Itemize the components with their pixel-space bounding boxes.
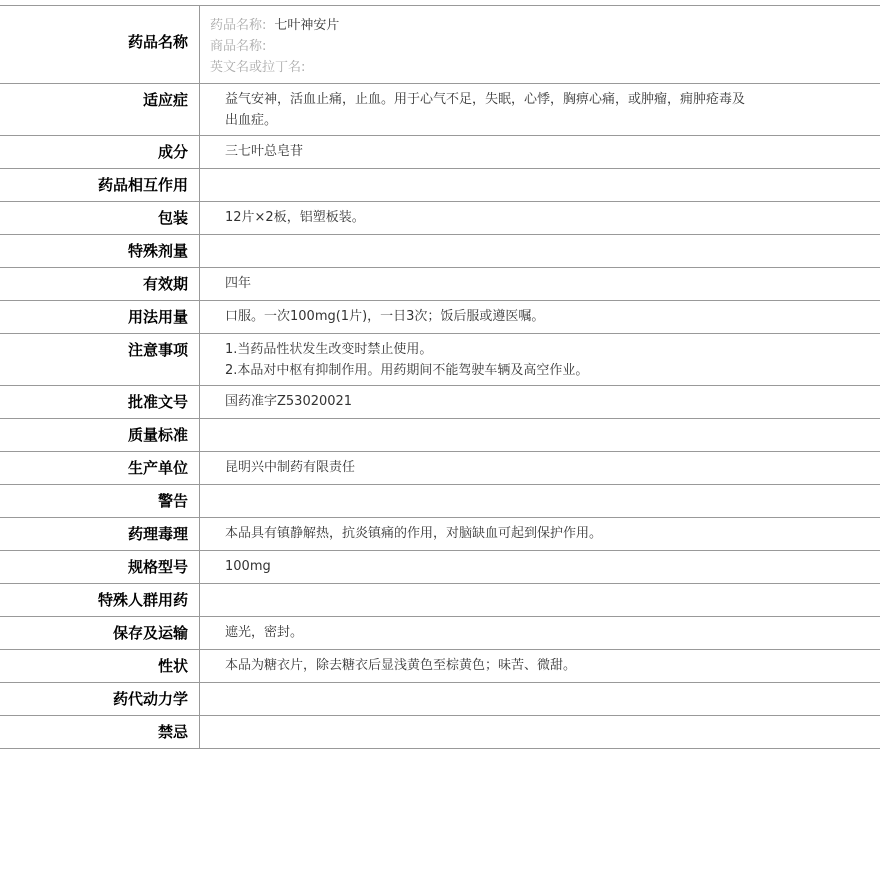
english-name-key: 英文名或拉丁名: xyxy=(210,60,306,75)
row-value-line: 本品具有镇静解热，抗炎镇痛的作用，对脑缺血可起到保护作用。 xyxy=(225,526,603,541)
row-label: 药品相互作用 xyxy=(0,169,200,201)
table-row xyxy=(0,584,880,617)
row-value-line: 口服。一次100mg(1片)，一日3次；饭后服或遵医嘱。 xyxy=(225,309,545,324)
drug-name-value: 七叶神安片 xyxy=(274,18,340,33)
row-value xyxy=(200,235,880,267)
row-value-line: 益气安神，活血止痛，止血。用于心气不足，失眠，心悸，胸痹心痛，或肿瘤，痈肿疮毒及 xyxy=(225,92,746,107)
table-row xyxy=(0,386,880,419)
table-row xyxy=(0,650,880,683)
drug-name-row xyxy=(0,6,880,84)
row-label: 成分 xyxy=(0,136,200,168)
row-value-line: 昆明兴中制药有限责任 xyxy=(225,460,356,475)
row-value xyxy=(200,485,880,517)
row-value-line: 出血症。 xyxy=(225,113,278,128)
row-value-line: 2.本品对中枢有抑制作用。用药期间不能驾驶车辆及高空作业。 xyxy=(225,363,589,378)
drug-name-label: 药品名称 xyxy=(0,6,200,83)
table-row xyxy=(0,617,880,650)
row-value xyxy=(200,518,880,550)
row-value xyxy=(200,650,880,682)
table-row xyxy=(0,235,880,268)
row-value xyxy=(200,84,880,135)
row-value xyxy=(200,268,880,300)
row-label: 特殊剂量 xyxy=(0,235,200,267)
table-row xyxy=(0,716,880,749)
row-value-line: 本品为糖衣片，除去糖衣后显浅黄色至棕黄色；味苦、微甜。 xyxy=(225,658,577,673)
table-row xyxy=(0,301,880,334)
table-row xyxy=(0,169,880,202)
trade-name-line xyxy=(210,36,800,57)
trade-name-key: 商品名称: xyxy=(210,39,267,54)
row-label: 生产单位 xyxy=(0,452,200,484)
table-row xyxy=(0,452,880,485)
row-label: 有效期 xyxy=(0,268,200,300)
drug-name-line xyxy=(210,15,800,36)
table-row xyxy=(0,136,880,169)
row-value xyxy=(200,169,880,201)
row-value-line: 四年 xyxy=(225,276,252,291)
drug-info-table xyxy=(0,5,880,749)
table-row xyxy=(0,683,880,716)
row-value xyxy=(200,136,880,168)
row-label: 包装 xyxy=(0,202,200,234)
row-value xyxy=(200,334,880,385)
table-row xyxy=(0,202,880,235)
row-label: 规格型号 xyxy=(0,551,200,583)
row-label: 保存及运输 xyxy=(0,617,200,649)
table-row xyxy=(0,84,880,136)
row-label: 警告 xyxy=(0,485,200,517)
drug-name-key: 药品名称: xyxy=(210,18,267,33)
row-value xyxy=(200,202,880,234)
row-value xyxy=(200,301,880,333)
info-rows xyxy=(0,84,880,749)
row-label: 禁忌 xyxy=(0,716,200,748)
row-label: 质量标准 xyxy=(0,419,200,451)
row-label: 用法用量 xyxy=(0,301,200,333)
row-value xyxy=(200,584,880,616)
table-row xyxy=(0,419,880,452)
row-label: 药理毒理 xyxy=(0,518,200,550)
row-value xyxy=(200,452,880,484)
row-value xyxy=(200,683,880,715)
drug-name-value-cell xyxy=(200,6,880,83)
row-value-line: 100mg xyxy=(225,559,271,574)
table-row xyxy=(0,551,880,584)
english-name-line xyxy=(210,57,800,78)
table-row xyxy=(0,485,880,518)
table-row xyxy=(0,334,880,386)
table-row xyxy=(0,268,880,301)
row-value-line: 三七叶总皂苷 xyxy=(225,144,304,159)
row-value-line: 遮光，密封。 xyxy=(225,625,304,640)
table-row xyxy=(0,518,880,551)
row-value xyxy=(200,617,880,649)
row-label: 批准文号 xyxy=(0,386,200,418)
row-value xyxy=(200,419,880,451)
row-label: 性状 xyxy=(0,650,200,682)
row-label: 适应症 xyxy=(0,84,200,135)
row-value-line: 1.当药品性状发生改变时禁止使用。 xyxy=(225,342,433,357)
row-value xyxy=(200,551,880,583)
row-label: 注意事项 xyxy=(0,334,200,385)
row-label: 特殊人群用药 xyxy=(0,584,200,616)
row-label: 药代动力学 xyxy=(0,683,200,715)
row-value-line: 12片×2板，铝塑板装。 xyxy=(225,210,365,225)
row-value xyxy=(200,716,880,748)
row-value-line: 国药准字Z53020021 xyxy=(225,394,353,409)
row-value xyxy=(200,386,880,418)
